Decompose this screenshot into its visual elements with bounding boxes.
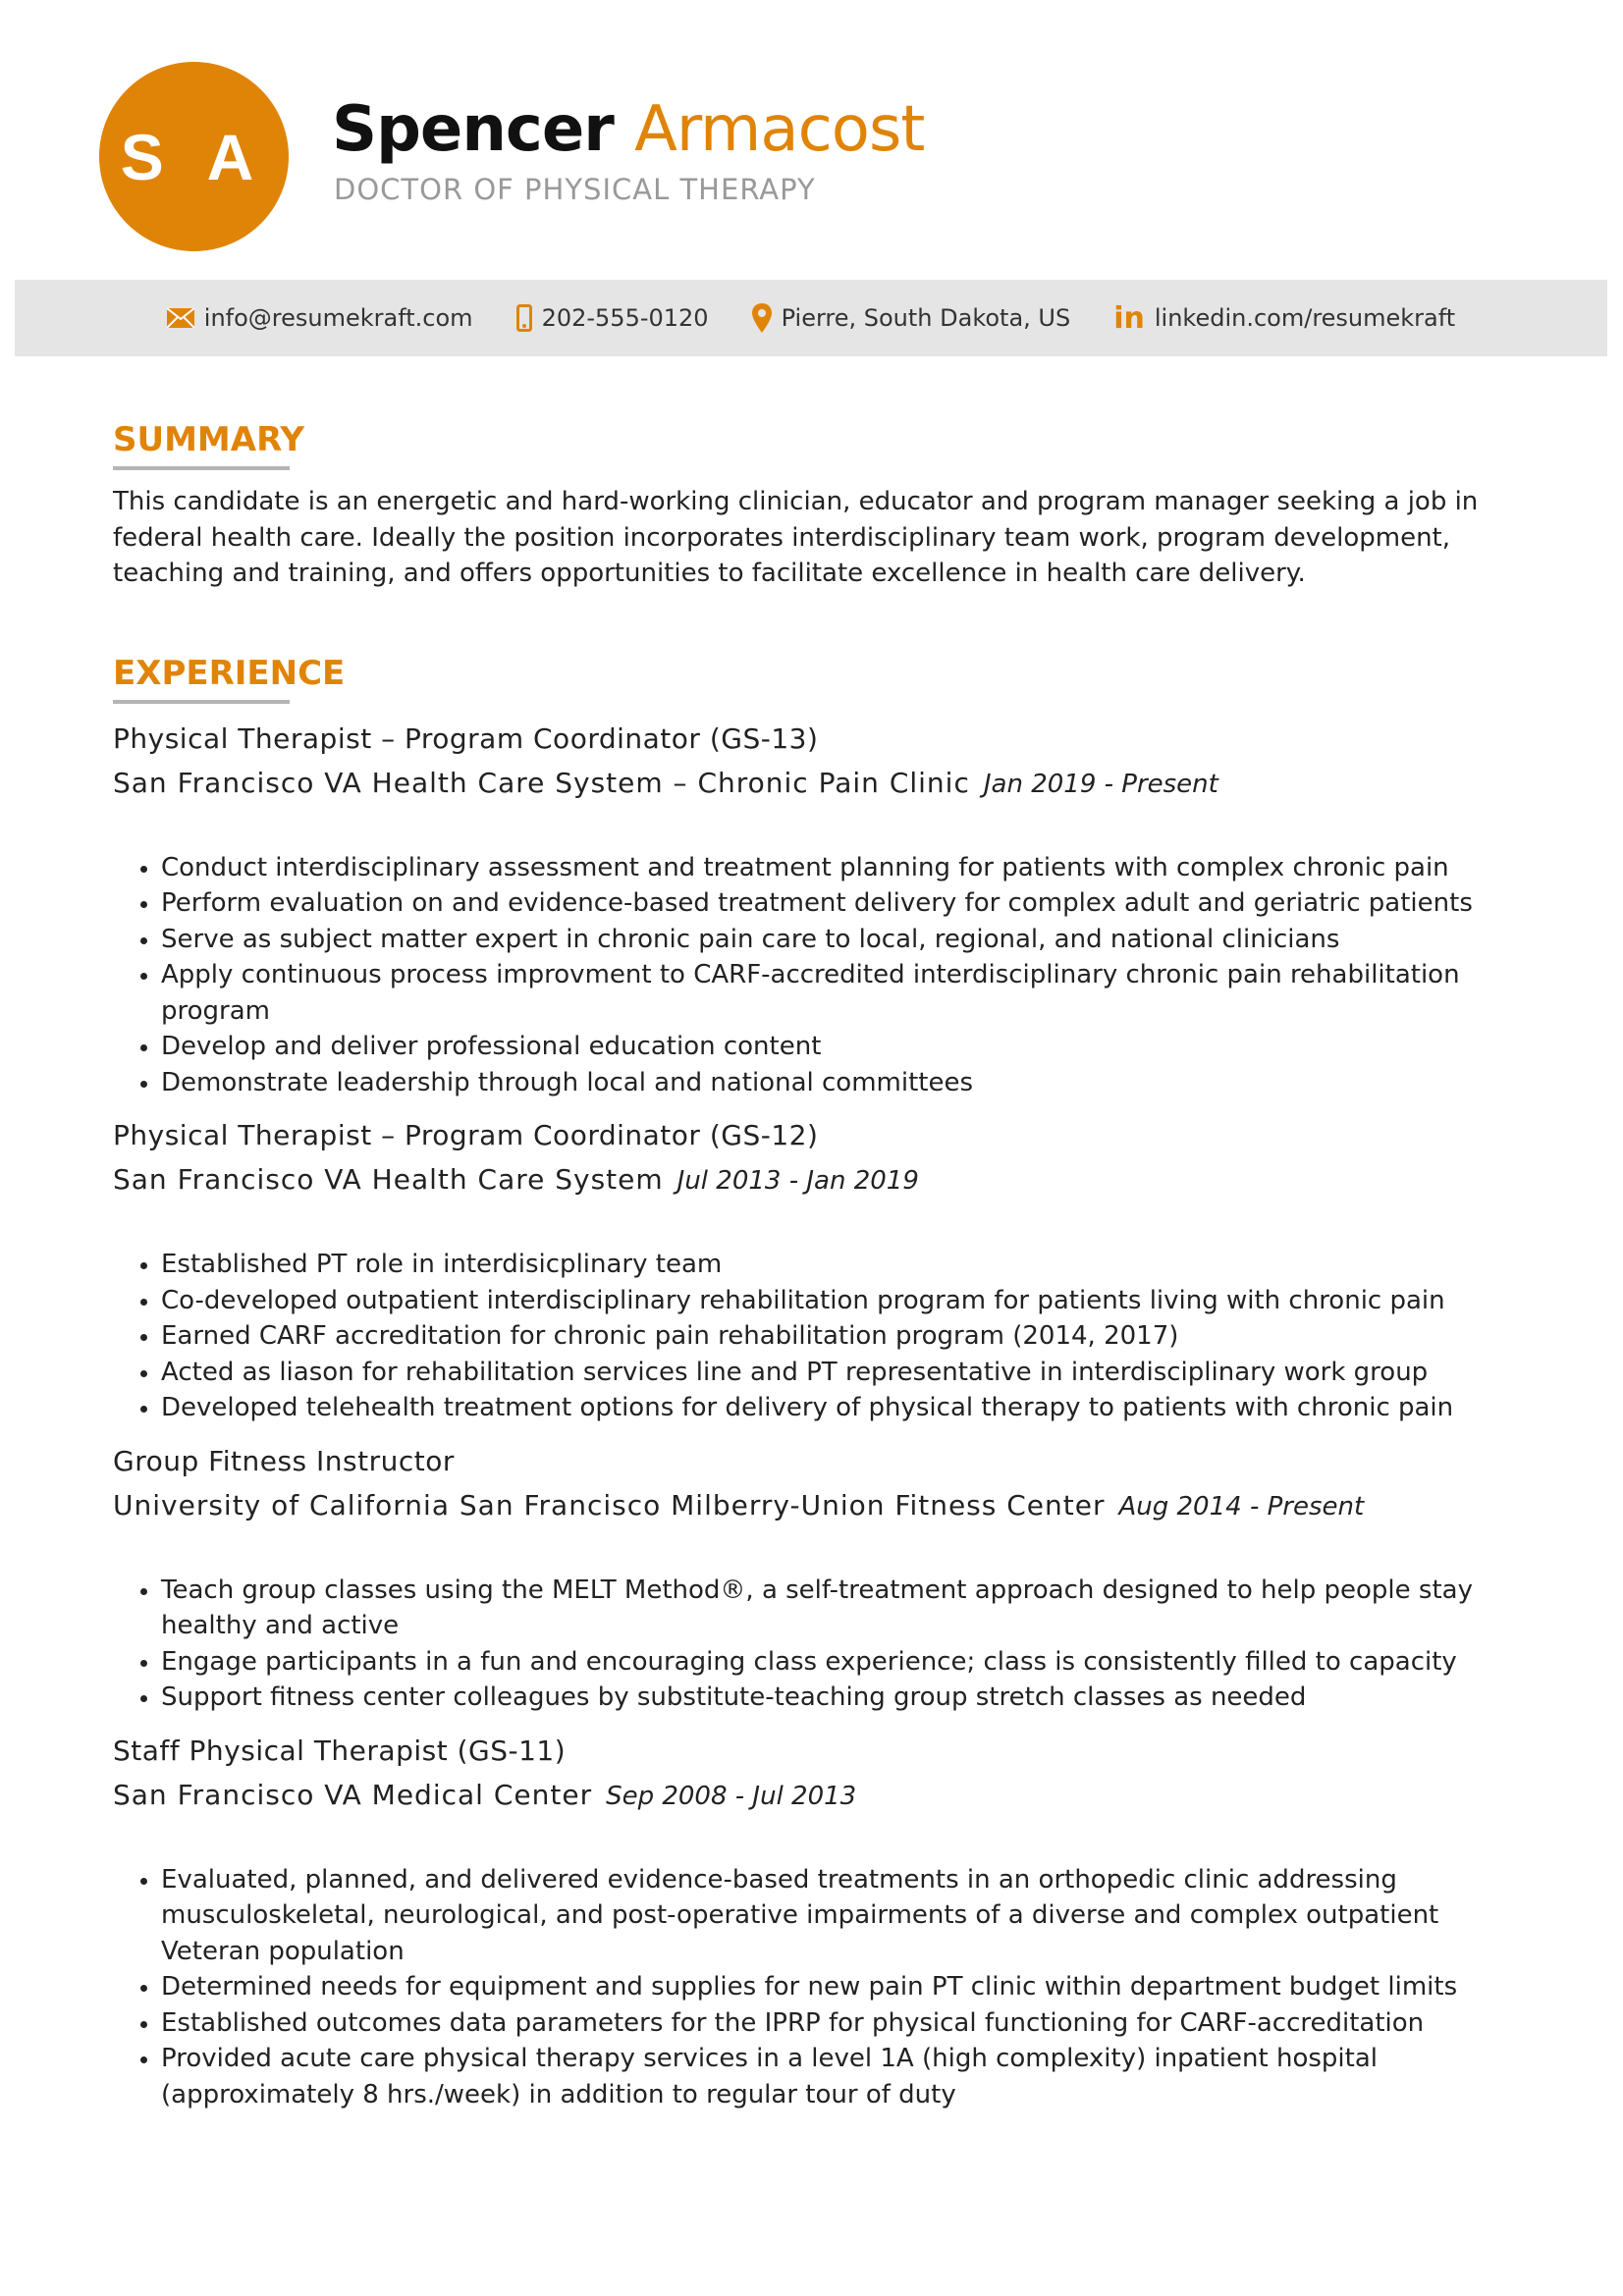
job-dates: Jul 2013 - Jan 2019 — [676, 1166, 919, 1196]
experience-heading: EXPERIENCE — [113, 653, 346, 693]
list-item: • Provided acute care physical therapy services in a level 1A (high complexity) inpatient hospital (approximately 8 hrs./week) in addition to regular tour of duty — [161, 2041, 1488, 2112]
list-item: • Established PT role in interdisicplinary team — [161, 1247, 1488, 1283]
job-title: Group Fitness Instructor — [113, 1444, 455, 1477]
list-item: • Co-developed outpatient interdisciplinary rehabilitation program for patients living with chronic pain — [161, 1283, 1488, 1319]
list-item: • Established outcomes data parameters for the IPRP for physical functioning for CARF-accreditation — [161, 2005, 1488, 2042]
location-text: Pierre, South Dakota, US — [781, 304, 1071, 332]
list-item: • Apply continuous process improvment to CARF-accredited interdisciplinary chronic pain rehabilitation program — [161, 957, 1488, 1029]
job-title: Staff Physical Therapist (GS-11) — [113, 1734, 567, 1767]
heading-underline — [113, 700, 290, 704]
job-bullets — [113, 1247, 1488, 1426]
job-company — [113, 1773, 1488, 1819]
last-name: Armacost — [634, 93, 925, 166]
list-item: • Determined needs for equipment and supplies for new pain PT clinic within department budget limits — [161, 1969, 1488, 2005]
job-company — [113, 1483, 1488, 1529]
company-name: San Francisco VA Health Care System — [113, 1163, 664, 1196]
company-name: San Francisco VA Medical Center — [113, 1778, 593, 1811]
job-bullets — [113, 850, 1488, 1101]
envelope-icon — [167, 308, 194, 328]
list-item: • Earned CARF accreditation for chronic pain rehabilitation program (2014, 2017) — [161, 1318, 1488, 1355]
job-bullets — [113, 1862, 1488, 2113]
linkedin-icon: in — [1113, 300, 1145, 336]
list-item: • Engage participants in a fun and encouraging class experience; class is consistently filled to capacity — [161, 1644, 1488, 1681]
job-dates: Aug 2014 - Present — [1118, 1491, 1365, 1522]
company-name: San Francisco VA Health Care System – Chronic Pain Clinic — [113, 766, 970, 799]
contact-bar — [15, 280, 1607, 356]
job-bullets — [113, 1573, 1488, 1716]
job-entry — [113, 1440, 1488, 1716]
summary-text: This candidate is an energetic and hard-working clinician, educator and program manager seeking a job in federal health care. Ideally the position incorporates interdisciplinary team work, program development, teaching and training, and offers opportunities to facilitate excellence in health care delivery. — [113, 487, 1479, 588]
summary-heading: SUMMARY — [113, 420, 305, 459]
experience-list — [113, 718, 1488, 2113]
phone-text: 202-555-0120 — [541, 304, 709, 332]
list-item: • Demonstrate leadership through local and national committees — [161, 1065, 1488, 1101]
list-item: • Develop and deliver professional education content — [161, 1029, 1488, 1065]
list-item: • Support fitness center colleagues by substitute-teaching group stretch classes as needed — [161, 1680, 1488, 1716]
contact-phone[interactable] — [516, 304, 709, 332]
heading-underline — [113, 466, 290, 470]
list-item: • Evaluated, planned, and delivered evidence-based treatments in an orthopedic clinic addressing musculoskeletal, neurological, and post-operative impairments of a diverse and complex outpatient Veteran population — [161, 1862, 1488, 1970]
job-entry — [113, 718, 1488, 1101]
contact-location[interactable] — [752, 303, 1071, 333]
job-title-header: DOCTOR OF PHYSICAL THERAPY — [334, 173, 816, 206]
job-title: Physical Therapist – Program Coordinator (GS-12) — [113, 1119, 819, 1151]
email-text: info@resumekraft.com — [203, 304, 473, 332]
job-entry — [113, 1730, 1488, 2113]
list-item: • Perform evaluation on and evidence-based treatment delivery for complex adult and geriatric patients — [161, 885, 1488, 922]
job-entry — [113, 1114, 1488, 1426]
linkedin-text: linkedin.com/resumekraft — [1154, 304, 1456, 332]
list-item: • Teach group classes using the MELT Method®, a self-treatment approach designed to help people stay healthy and active — [161, 1573, 1488, 1644]
job-dates: Sep 2008 - Jul 2013 — [606, 1781, 857, 1811]
job-title: Physical Therapist – Program Coordinator (GS-13) — [113, 721, 819, 755]
job-company — [113, 761, 1488, 807]
candidate-name — [332, 90, 924, 169]
job-dates: Jan 2019 - Present — [983, 769, 1218, 799]
list-item: • Developed telehealth treatment options for delivery of physical therapy to patients with chronic pain — [161, 1390, 1488, 1426]
initials-avatar: S A — [99, 62, 289, 251]
contact-linkedin[interactable] — [1113, 301, 1455, 336]
job-company — [113, 1157, 1488, 1203]
map-pin-icon — [752, 303, 772, 333]
contact-email[interactable] — [167, 304, 473, 332]
list-item: • Serve as subject matter expert in chronic pain care to local, regional, and national clinicians — [161, 922, 1488, 958]
resume-body — [113, 417, 1488, 2126]
list-item: • Acted as liason for rehabilitation services line and PT representative in interdisciplinary work group — [161, 1355, 1488, 1391]
list-item: • Conduct interdisciplinary assessment and treatment planning for patients with complex chronic pain — [161, 850, 1488, 886]
phone-icon — [516, 304, 532, 332]
company-name: University of California San Francisco Milberry-Union Fitness Center — [113, 1488, 1106, 1522]
first-name: Spencer — [332, 93, 614, 166]
